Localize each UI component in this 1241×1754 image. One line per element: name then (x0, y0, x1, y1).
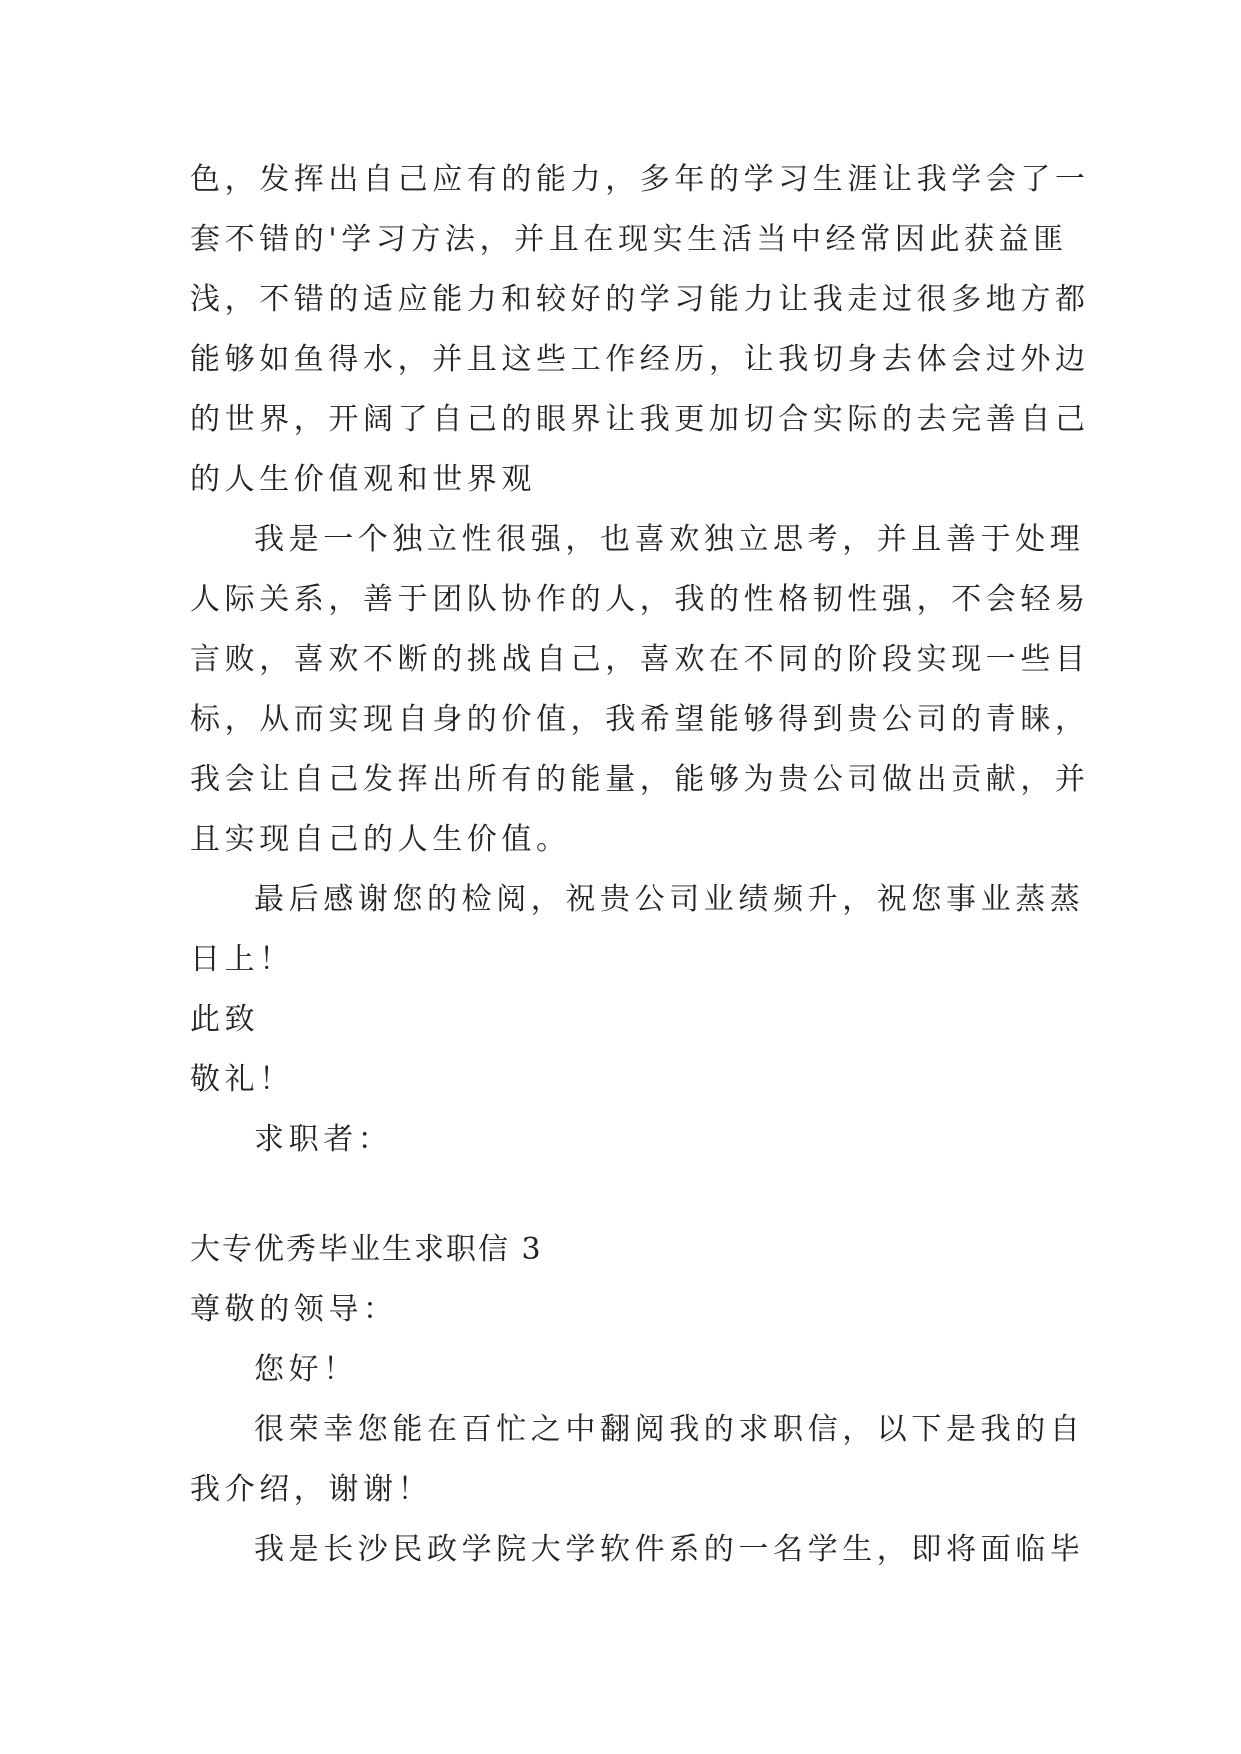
paragraph-line: 我介绍，谢谢！ (190, 1472, 433, 1507)
closing-line: 此致 (190, 1002, 260, 1037)
paragraph-line: 色，发挥出自己应有的能力，多年的学习生涯让我学会了一 (190, 162, 1090, 197)
paragraph-line: 最后感谢您的检阅，祝贵公司业绩频升，祝您事业蒸蒸 (254, 882, 1085, 917)
paragraph-line: 我会让自己发挥出所有的能量，能够为贵公司做出贡献，并 (190, 762, 1090, 797)
signature-line: 求职者： (254, 1122, 393, 1157)
paragraph-line: 日上！ (190, 942, 294, 977)
paragraph-line: 我是长沙民政学院大学软件系的一名学生，即将面临毕 (254, 1532, 1085, 1567)
paragraph-line: 浅，不错的适应能力和较好的学习能力让我走过很多地方都 (190, 282, 1090, 317)
paragraph-line: 我是一个独立性很强，也喜欢独立思考，并且善于处理 (254, 522, 1085, 557)
closing-line: 敬礼！ (190, 1062, 294, 1097)
paragraph-line: 的人生价值观和世界观 (190, 462, 536, 497)
paragraph-line: 很荣幸您能在百忙之中翻阅我的求职信，以下是我的自 (254, 1412, 1085, 1447)
section-title: 大专优秀毕业生求职信 3 (190, 1232, 543, 1267)
salutation-line: 尊敬的领导： (190, 1292, 398, 1327)
paragraph-line: 套不错的'学习方法，并且在现实生活当中经常因此获益匪 (190, 222, 1068, 257)
paragraph-line: 的世界，开阔了自己的眼界让我更加切合实际的去完善自己 (190, 402, 1090, 437)
paragraph-line: 且实现自己的人生价值。 (190, 822, 571, 857)
paragraph-line: 人际关系，善于团队协作的人，我的性格韧性强，不会轻易 (190, 582, 1090, 617)
paragraph-line: 能够如鱼得水，并且这些工作经历，让我切身去体会过外边 (190, 342, 1090, 377)
greeting-line: 您好！ (254, 1352, 358, 1387)
paragraph-line: 言败，喜欢不断的挑战自己，喜欢在不同的阶段实现一些目 (190, 642, 1090, 677)
paragraph-line: 标，从而实现自身的价值，我希望能够得到贵公司的青睐， (190, 702, 1090, 737)
